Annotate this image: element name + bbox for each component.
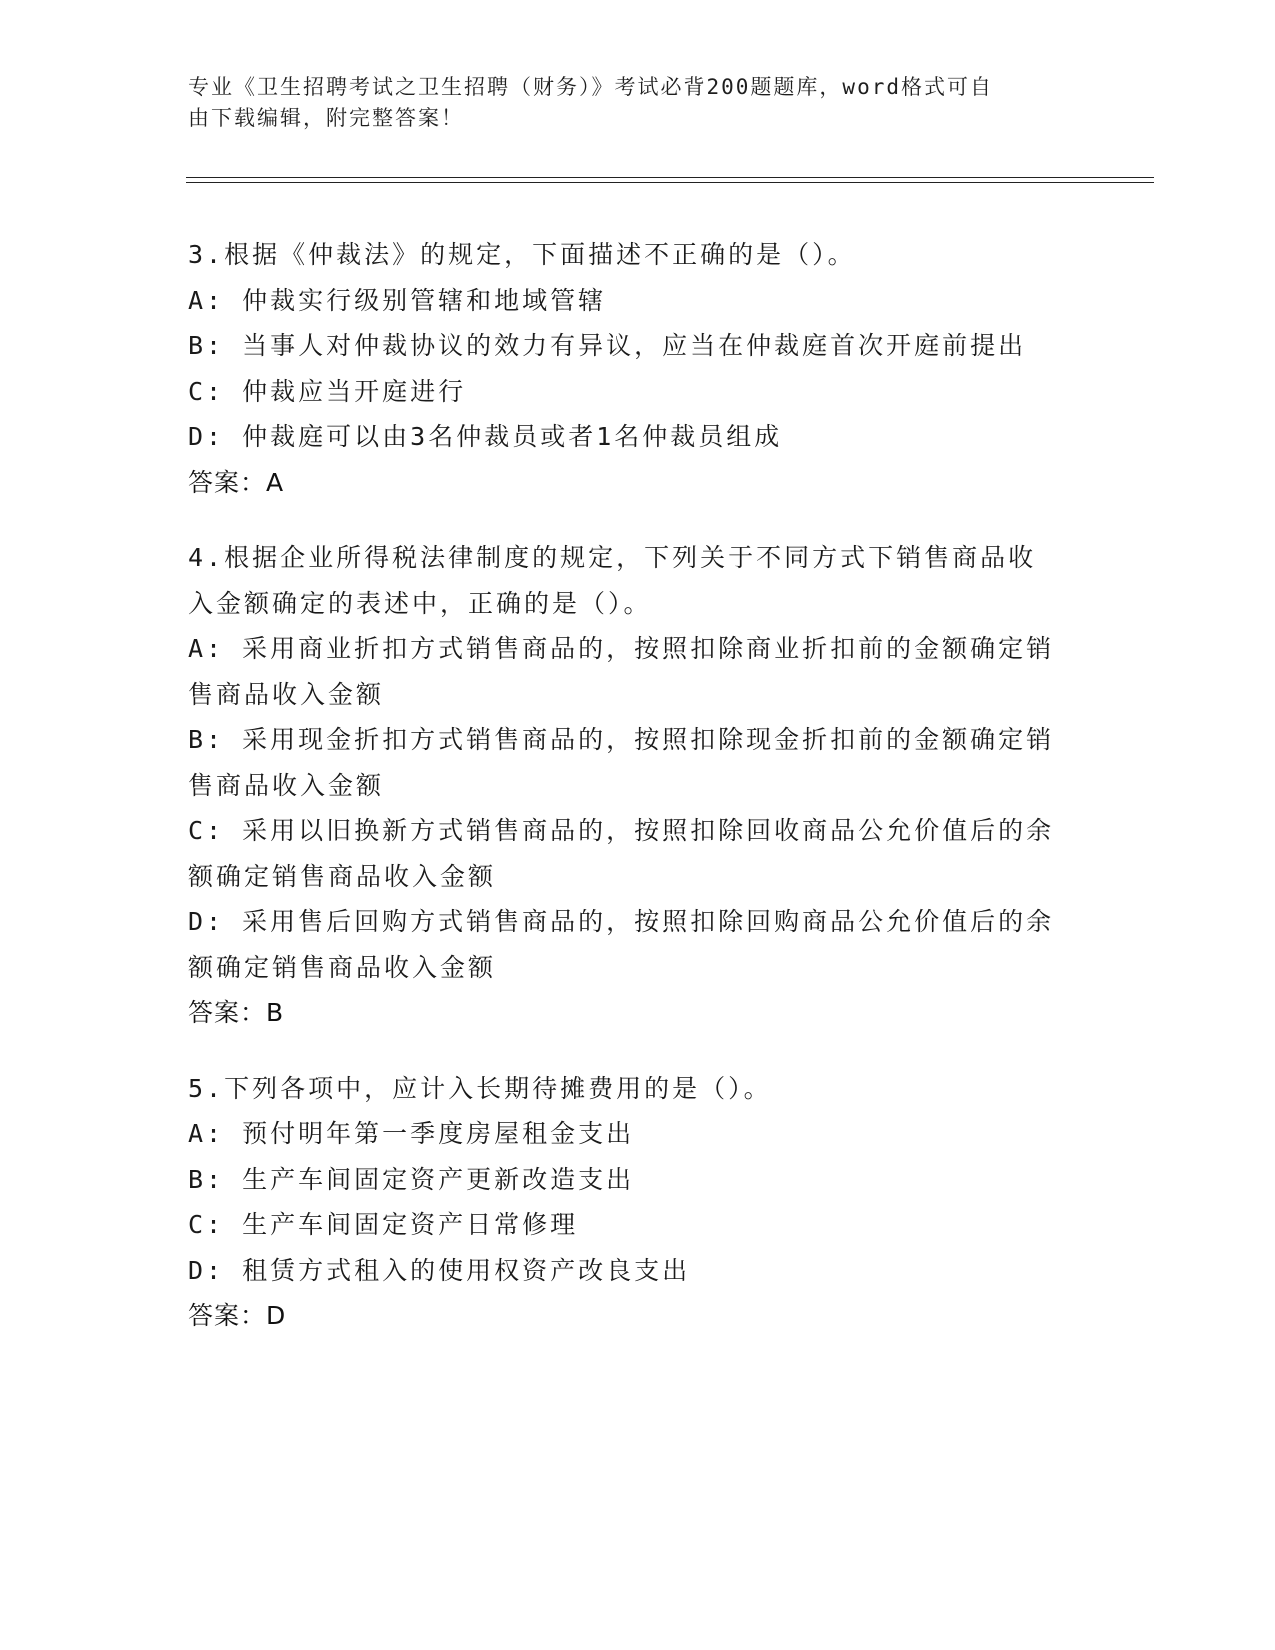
option-a <box>188 626 1088 717</box>
option-text: C: 生产车间固定资产日常修理 <box>188 1210 579 1239</box>
option-d <box>188 1248 1088 1294</box>
question-list <box>188 232 1088 1369</box>
question-stem-continued: 入金额确定的表述中，正确的是（）。 <box>188 588 652 618</box>
option-c <box>188 1202 1088 1248</box>
option-c <box>188 808 1088 899</box>
answer-label: 答案：A <box>188 467 285 497</box>
option-text: A: 仲裁实行级别管辖和地域管辖 <box>188 285 607 315</box>
question-stem: 5.下列各项中，应计入长期待摊费用的是（）。 <box>188 1073 772 1103</box>
option-text-continued: 额确定销售商品收入金额 <box>188 861 497 891</box>
question-block <box>188 232 1088 505</box>
document-header <box>188 72 1068 134</box>
question-stem: 4.根据企业所得税法律制度的规定，下列关于不同方式下销售商品收 <box>188 543 1037 572</box>
header-divider-bottom <box>186 182 1154 183</box>
option-text: C: 采用以旧换新方式销售商品的，按照扣除回收商品公允价值后的余 <box>188 816 1055 845</box>
option-text: B: 当事人对仲裁协议的效力有异议，应当在仲裁庭首次开庭前提出 <box>188 331 1027 360</box>
option-a <box>188 278 1088 324</box>
option-text: C: 仲裁应当开庭进行 <box>188 376 467 406</box>
question-stem: 3.根据《仲裁法》的规定，下面描述不正确的是（）。 <box>188 240 856 269</box>
header-divider-top <box>186 177 1154 178</box>
option-text: D: 采用售后回购方式销售商品的，按照扣除回购商品公允价值后的余 <box>188 907 1055 936</box>
option-text: A: 预付明年第一季度房屋租金支出 <box>188 1119 635 1148</box>
option-text: D: 仲裁庭可以由3名仲裁员或者1名仲裁员组成 <box>188 422 783 451</box>
option-a <box>188 1111 1088 1157</box>
option-text: D: 租赁方式租入的使用权资产改良支出 <box>188 1255 691 1285</box>
option-text-continued: 售商品收入金额 <box>188 679 385 709</box>
option-b <box>188 1157 1088 1203</box>
option-text-continued: 售商品收入金额 <box>188 770 385 800</box>
option-d <box>188 414 1088 460</box>
option-b <box>188 323 1088 369</box>
question-block <box>188 535 1088 1036</box>
question-block <box>188 1066 1088 1339</box>
option-text: A: 采用商业折扣方式销售商品的，按照扣除商业折扣前的金额确定销 <box>188 634 1055 663</box>
answer-label: 答案：D <box>188 1301 287 1330</box>
header-line-2: 由下载编辑，附完整答案！ <box>188 106 464 130</box>
option-b <box>188 717 1088 808</box>
option-text: B: 采用现金折扣方式销售商品的，按照扣除现金折扣前的金额确定销 <box>188 725 1055 754</box>
option-text: B: 生产车间固定资产更新改造支出 <box>188 1164 635 1194</box>
header-line-1: 专业《卫生招聘考试之卫生招聘（财务）》考试必背200题题库，word格式可自 <box>188 75 993 99</box>
option-d <box>188 899 1088 990</box>
answer-label: 答案：B <box>188 998 285 1027</box>
option-c <box>188 369 1088 415</box>
option-text-continued: 额确定销售商品收入金额 <box>188 952 497 982</box>
